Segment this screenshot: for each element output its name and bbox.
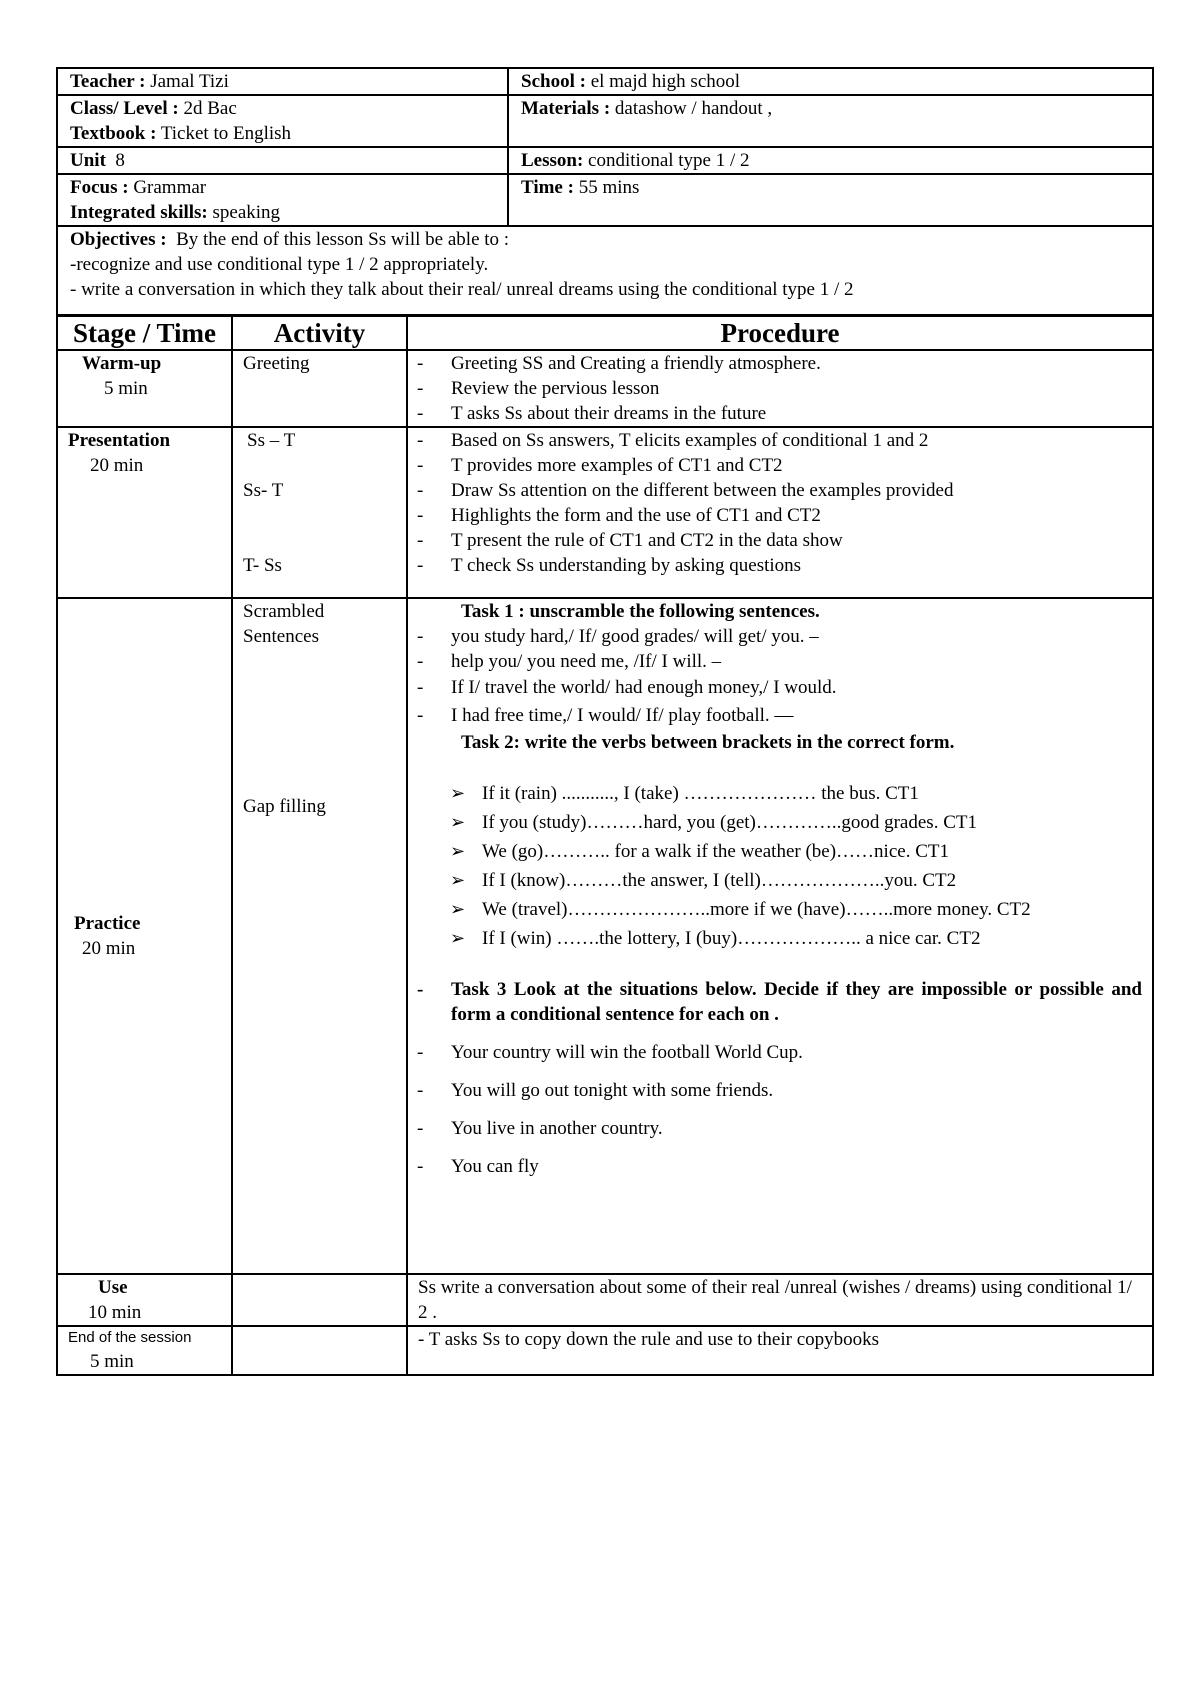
arrow-bullet-icon: ➢	[450, 783, 466, 803]
practice-activity: Scrambled	[243, 601, 325, 622]
list-item: - Review the pervious lesson	[408, 376, 1152, 401]
list-item: - Based on Ss answers, T elicits examples of conditional 1 and 2	[408, 428, 1152, 453]
end-activity-cell	[232, 1326, 407, 1375]
list-item: - I had free time,/ I would/ If/ play football. —	[408, 702, 1152, 730]
list-item: - You can fly	[408, 1154, 1152, 1179]
presentation-activity-cell	[232, 427, 407, 598]
warmup-activity-cell	[232, 350, 407, 427]
practice-activity-cell	[232, 598, 407, 1274]
lesson-info-table	[56, 67, 1154, 316]
list-item: ➢ If you (study)………hard, you (get)…………..good grades. CT1	[450, 808, 1152, 837]
materials-value: datashow / handout ,	[614, 98, 773, 119]
unit-value: 8	[115, 150, 125, 171]
practice-time: 20 min	[82, 938, 136, 959]
list-item: - Greeting SS and Creating a friendly atmosphere.	[408, 351, 1152, 376]
list-item: ➢ If it (rain) ..........., I (take) ………………… the bus. CT1	[450, 779, 1152, 808]
arrow-bullet-icon: ➢	[450, 870, 466, 890]
end-stage: End of the session	[68, 1329, 192, 1346]
presentation-activity: Ss- T	[243, 480, 284, 501]
class-value: 2d Bac	[183, 98, 237, 119]
objectives-intro: By the end of this lesson Ss will be able to :	[176, 229, 510, 250]
use-stage: Use	[98, 1277, 128, 1298]
list-item: ➢ We (go)……….. for a walk if the weather (be)……nice. CT1	[450, 837, 1152, 866]
focus-skills-cell: Focus : Grammar Integrated skills: speaking	[57, 174, 508, 226]
presentation-stage: Presentation	[68, 430, 171, 451]
list-item: - T asks Ss about their dreams in the future	[408, 401, 1152, 426]
procedure-table	[56, 315, 1154, 1376]
presentation-time: 20 min	[90, 455, 144, 476]
list-item: - T provides more examples of CT1 and CT2	[408, 453, 1152, 478]
time-cell: Time : 55 mins	[508, 174, 1153, 226]
list-item: - If I/ travel the world/ had enough money,/ I would.	[408, 674, 1152, 702]
list-item: - You will go out tonight with some friends.	[408, 1078, 1152, 1103]
column-header-stage: Stage / Time	[57, 316, 232, 350]
use-procedure-cell	[407, 1274, 1153, 1326]
practice-activity: Sentences	[243, 626, 319, 647]
list-item: - help you/ you need me, /If/ I will. –	[408, 649, 1152, 674]
list-item: ➢ If I (win) …….the lottery, I (buy)……………….. a nice car. CT2	[450, 924, 1152, 953]
class-textbook-cell: Class/ Level : 2d Bac Textbook : Ticket to English	[57, 95, 508, 147]
textbook-value: Ticket to English	[160, 123, 292, 144]
end-time: 5 min	[90, 1351, 134, 1372]
skills-value: speaking	[212, 202, 281, 223]
arrow-bullet-icon: ➢	[450, 812, 466, 832]
end-stage-cell	[57, 1326, 232, 1375]
list-item: - T present the rule of CT1 and CT2 in the data show	[408, 528, 1152, 553]
task3-title: - Task 3 Look at the situations below. Decide if they are impossible or possible and form a conditional sentence for each on .	[408, 977, 1152, 1027]
list-item: - You live in another country.	[408, 1116, 1152, 1141]
teacher-cell: Teacher : Jamal Tizi	[57, 68, 508, 95]
task2-title: Task 2: write the verbs between brackets in the correct form.	[461, 732, 955, 753]
materials-cell: Materials : datashow / handout ,	[508, 95, 1153, 147]
column-header-procedure: Procedure	[407, 316, 1153, 350]
unit-cell: Unit 8	[57, 147, 508, 174]
column-header-activity: Activity	[232, 316, 407, 350]
warmup-activity: Greeting	[243, 353, 310, 374]
list-item: - you study hard,/ If/ good grades/ will get/ you. –	[408, 624, 1152, 649]
objective-item: -recognize and use conditional type 1 / 2 appropriately.	[70, 254, 489, 275]
warmup-stage: Warm-up	[82, 353, 162, 374]
practice-stage-cell	[57, 598, 232, 1274]
end-procedure: - T asks Ss to copy down the rule and use to their copybooks	[418, 1329, 880, 1350]
practice-stage: Practice	[74, 913, 141, 934]
school-value: el majd high school	[590, 71, 741, 92]
list-item: - T check Ss understanding by asking questions	[408, 553, 1152, 578]
teacher-value: Jamal Tizi	[150, 71, 229, 92]
warmup-procedure-cell	[407, 350, 1153, 427]
list-item: - Draw Ss attention on the different between the examples provided	[408, 478, 1152, 503]
objective-item: - write a conversation in which they talk about their real/ unreal dreams using the conditional type 1 / 2	[70, 279, 854, 300]
arrow-bullet-icon: ➢	[450, 899, 466, 919]
list-item: - Highlights the form and the use of CT1 and CT2	[408, 503, 1152, 528]
use-stage-cell	[57, 1274, 232, 1326]
task1-title: Task 1 : unscramble the following sentences.	[461, 601, 820, 622]
arrow-bullet-icon: ➢	[450, 841, 466, 861]
lesson-value: conditional type 1 / 2	[588, 150, 750, 171]
use-procedure: Ss write a conversation about some of their real /unreal (wishes / dreams) using conditional 1/ 2 .	[418, 1277, 1132, 1323]
presentation-activity: Ss – T	[247, 430, 296, 451]
practice-procedure-cell	[407, 598, 1153, 1274]
warmup-time: 5 min	[104, 378, 148, 399]
presentation-stage-cell	[57, 427, 232, 598]
presentation-procedure-cell	[407, 427, 1153, 598]
presentation-activity: T- Ss	[243, 555, 282, 576]
list-item: ➢ We (travel)…………………..more if we (have)……..more money. CT2	[450, 895, 1152, 924]
objectives-cell: Objectives : By the end of this lesson Ss will be able to : -recognize and use conditional type 1 / 2 appropriately. - write a conversation in which they talk about their real/ unreal dreams using the conditional type 1 / 2	[57, 226, 1153, 315]
warmup-stage-cell	[57, 350, 232, 427]
end-procedure-cell	[407, 1326, 1153, 1375]
time-value: 55 mins	[578, 177, 640, 198]
focus-value: Grammar	[133, 177, 207, 198]
list-item: - Your country will win the football World Cup.	[408, 1040, 1152, 1065]
list-item: ➢ If I (know)………the answer, I (tell)………………..you. CT2	[450, 866, 1152, 895]
lesson-cell: Lesson: conditional type 1 / 2	[508, 147, 1153, 174]
use-time: 10 min	[88, 1302, 142, 1323]
practice-activity: Gap filling	[243, 796, 326, 817]
use-activity-cell	[232, 1274, 407, 1326]
arrow-bullet-icon: ➢	[450, 928, 466, 948]
school-cell: School : el majd high school	[508, 68, 1153, 95]
